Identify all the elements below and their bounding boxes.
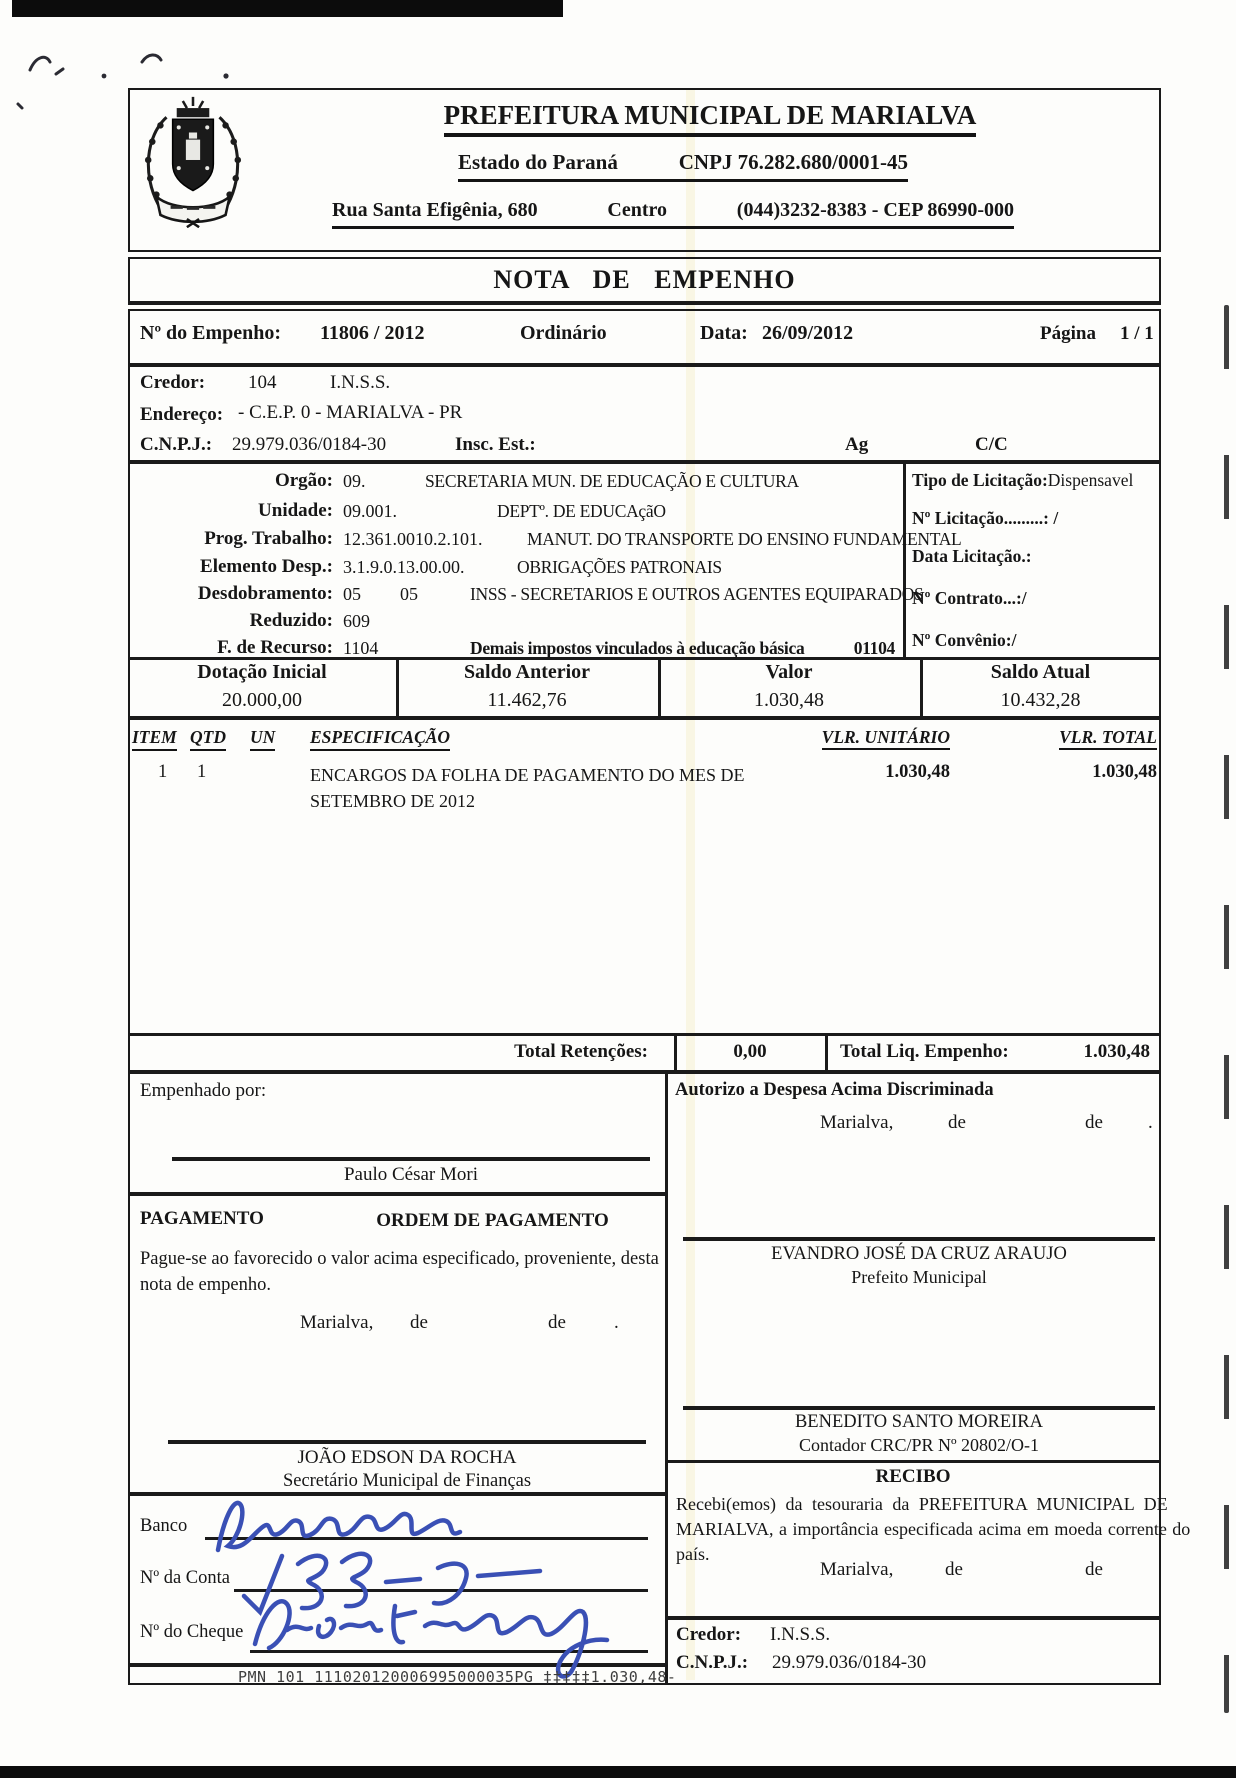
divider xyxy=(903,463,906,657)
divider xyxy=(665,1460,1161,1463)
document-title: NOTA DE EMPENHO xyxy=(493,265,796,294)
fonte-recurso-extra-code: 01104 xyxy=(853,638,895,658)
municipal-coat-of-arms-logo xyxy=(136,94,250,228)
de-label: de xyxy=(410,1312,428,1333)
recibo-text-line3: país. xyxy=(676,1544,710,1564)
recibo-heading: RECIBO xyxy=(875,1466,951,1487)
page-value: 1 / 1 xyxy=(1120,323,1154,344)
accountant-title: Contador CRC/PR Nº 20802/O-1 xyxy=(798,1435,1040,1455)
cnpj-label: C.N.P.J.: xyxy=(140,434,213,455)
fonte-recurso-name: Demais impostos vinculados à educação básica xyxy=(470,638,805,658)
divider xyxy=(128,1033,1161,1036)
pague-se-text-line1: Pague-se ao favorecido o valor acima especificado, proveniente, desta xyxy=(140,1249,659,1269)
item-especificacao: ENCARGOS DA FOLHA DE PAGAMENTO DO MES DE SETEMBRO DE 2012 xyxy=(310,765,745,811)
reduzido-label: Reduzido: xyxy=(249,610,333,631)
divider xyxy=(128,1192,665,1196)
divider xyxy=(825,1033,828,1070)
saldo-atual-header: Saldo Atual xyxy=(990,661,1091,683)
valor-value: 1.030,48 xyxy=(754,689,824,711)
empenho-number-label: Nº do Empenho: xyxy=(140,322,282,344)
divider xyxy=(128,716,1161,720)
banco-label: Banco xyxy=(140,1516,188,1536)
elemento-desp-label: Elemento Desp.: xyxy=(200,556,333,577)
divider xyxy=(128,363,1161,367)
mayor-name: EVANDRO JOSÉ DA CRUZ ARAUJO xyxy=(771,1244,1067,1264)
signature-line xyxy=(683,1406,1155,1410)
finance-secretary-name: JOÃO EDSON DA ROCHA xyxy=(297,1447,517,1468)
ag-label: Ag xyxy=(845,434,869,455)
cnpj-value: 29.979.036/0184-30 xyxy=(232,434,387,455)
city-label: Marialva, xyxy=(820,1559,894,1580)
scan-edge-bar-top xyxy=(12,0,563,17)
num-convenio-label: Nº Convênio:/ xyxy=(912,630,1017,650)
empenho-number-value: 11806 / 2012 xyxy=(320,322,425,344)
fonte-recurso-label: F. de Recurso: xyxy=(217,637,333,658)
un-col-header: UN xyxy=(250,727,275,751)
item-qtd: 1 xyxy=(197,762,207,782)
period-mark: . xyxy=(1148,1112,1153,1133)
saldo-anterior-value: 11.462,76 xyxy=(487,689,567,711)
num-contrato-label: Nº Contrato...:/ xyxy=(912,588,1027,608)
pagamento-heading: PAGAMENTO xyxy=(140,1208,264,1229)
total-retencoes-value: 0,00 xyxy=(733,1041,767,1062)
state-label: Estado do Paraná xyxy=(458,150,618,174)
desdobramento-code-1: 05 xyxy=(343,584,361,604)
unidade-code: 09.001. xyxy=(343,501,397,521)
tipo-licitacao-value: Dispensavel xyxy=(1047,470,1134,490)
recibo-cnpj-value: 29.979.036/0184-30 xyxy=(772,1652,927,1673)
conta-label: Nº da Conta xyxy=(140,1568,230,1588)
header-line-2 xyxy=(458,150,908,182)
num-licitacao-label: Nº Licitação.........: / xyxy=(912,508,1059,528)
empenho-date-value: 26/09/2012 xyxy=(762,322,854,344)
finance-secretary-title: Secretário Municipal de Finanças xyxy=(282,1471,532,1491)
divider xyxy=(665,1616,1161,1620)
item-col-header: ITEM xyxy=(132,727,177,751)
tipo-licitacao-label: Tipo de Licitação: xyxy=(912,470,1048,490)
city-label: Marialva, xyxy=(820,1112,894,1133)
prog-trabalho-name: MANUT. DO TRANSPORTE DO ENSINO FUNDAMENTAL xyxy=(527,529,962,549)
desdobramento-code-2: 05 xyxy=(400,584,418,604)
saldo-atual-value: 10.432,28 xyxy=(1000,689,1081,711)
scan-edge-dashes-right xyxy=(1224,305,1229,1713)
recibo-text-line2: MARIALVA, a importância especificada acima em moeda corrente do xyxy=(676,1519,1191,1539)
credor-label: Credor: xyxy=(140,372,206,393)
recibo-text-line1: Recebi(emos) da tesouraria da PREFEITURA MUNICIPAL DE xyxy=(676,1494,1168,1514)
credor-code: 104 xyxy=(248,372,277,393)
header-org-name-wrap xyxy=(340,100,1080,131)
recibo-credor-value: I.N.S.S. xyxy=(770,1624,831,1645)
empenhado-signer-name: Paulo César Mori xyxy=(343,1164,479,1185)
vlr-total-header-wrap xyxy=(1012,727,1157,748)
especificacao-col-header: ESPECIFICAÇÃO xyxy=(310,727,450,751)
dot-matrix-code: PMN 101 111020120006995000035PG ‡‡‡‡‡1.030,48- xyxy=(238,1668,677,1686)
insc-est-label: Insc. Est.: xyxy=(455,434,536,455)
prog-trabalho-code: 12.361.0010.2.101. xyxy=(343,529,483,549)
prog-trabalho-label: Prog. Trabalho: xyxy=(204,528,333,549)
empenhado-por-label: Empenhado por: xyxy=(140,1080,267,1101)
autorizo-heading: Autorizo a Despesa Acima Discriminada xyxy=(675,1080,994,1100)
cnpj-label: CNPJ 76.282.680/0001-45 xyxy=(678,150,908,174)
vlr-unitario-col-header: VLR. UNITÁRIO xyxy=(822,727,950,750)
divider xyxy=(128,460,1161,464)
credor-name: I.N.S.S. xyxy=(330,372,391,393)
signature-line xyxy=(683,1237,1155,1241)
address-street: Rua Santa Efigênia, 680 xyxy=(332,199,538,221)
item-vlr-total: 1.030,48 xyxy=(1092,762,1157,782)
reduzido-code: 609 xyxy=(343,611,370,631)
title-box xyxy=(128,257,1161,305)
endereco-value: - C.E.P. 0 - MARIALVA - PR xyxy=(238,402,463,423)
orgao-code: 09. xyxy=(343,471,366,491)
scan-edge-bar-bottom xyxy=(0,1766,1236,1778)
saldo-anterior-header: Saldo Anterior xyxy=(463,661,591,683)
city-label: Marialva, xyxy=(300,1312,374,1333)
dotacao-inicial-value: 20.000,00 xyxy=(222,689,302,711)
signature-line xyxy=(172,1157,650,1161)
orgao-name: SECRETARIA MUN. DE EDUCAÇÃO E CULTURA xyxy=(425,471,799,491)
total-liq-empenho-label: Total Liq. Empenho: xyxy=(840,1041,1009,1062)
mayor-title: Prefeito Municipal xyxy=(851,1267,987,1287)
endereco-label: Endereço: xyxy=(140,404,224,425)
address-district: Centro xyxy=(607,199,667,221)
empenho-kind: Ordinário xyxy=(520,322,607,344)
empenho-date-label: Data: xyxy=(700,322,748,344)
total-liq-empenho-value: 1.030,48 xyxy=(1083,1041,1150,1062)
total-retencoes-label: Total Retenções: xyxy=(514,1041,648,1062)
vlr-total-col-header: VLR. TOTAL xyxy=(1059,727,1157,750)
recibo-cnpj-label: C.N.P.J.: xyxy=(676,1652,749,1673)
header-address-line xyxy=(332,199,1014,229)
cheque-handwriting xyxy=(245,1586,645,1678)
org-name: PREFEITURA MUNICIPAL DE MARIALVA xyxy=(444,100,977,137)
de-label: de xyxy=(1085,1112,1103,1133)
item-vlr-unitario: 1.030,48 xyxy=(885,762,950,782)
unidade-name: DEPTº. DE EDUCAçãO xyxy=(497,501,666,521)
signature-line xyxy=(168,1440,646,1444)
cc-label: C/C xyxy=(975,434,1008,455)
de-label: de xyxy=(1085,1559,1103,1580)
elemento-desp-name: OBRIGAÇÕES PATRONAIS xyxy=(517,557,722,577)
dotacao-inicial-header: Dotação Inicial xyxy=(197,661,327,683)
cheque-label: Nº do Cheque xyxy=(140,1622,244,1642)
desdobramento-label: Desdobramento: xyxy=(197,583,333,604)
vlr-unitario-header-wrap xyxy=(795,727,950,748)
divider xyxy=(128,1070,1161,1074)
page-label: Página xyxy=(1040,323,1096,344)
licitacao-tipo-row xyxy=(912,470,1133,491)
fonte-recurso-code: 1104 xyxy=(343,638,379,658)
item-number: 1 xyxy=(158,762,168,782)
divider xyxy=(665,1070,668,1685)
de-label: de xyxy=(945,1559,963,1580)
desdobramento-name: INSS - SECRETARIOS E OUTROS AGENTES EQUIPARADOS xyxy=(470,584,924,604)
address-phone-cep: (044)3232-8383 - CEP 86990-000 xyxy=(736,199,1014,221)
pague-se-text-line2: nota de empenho. xyxy=(140,1275,271,1295)
recibo-credor-label: Credor: xyxy=(676,1624,742,1645)
unidade-label: Unidade: xyxy=(258,500,333,521)
de-label: de xyxy=(548,1312,566,1333)
orgao-label: Orgão: xyxy=(274,470,333,491)
ordem-pagamento-heading: ORDEM DE PAGAMENTO xyxy=(376,1210,609,1231)
accountant-name: BENEDITO SANTO MOREIRA xyxy=(794,1412,1044,1432)
data-licitacao-label: Data Licitação.: xyxy=(912,546,1032,566)
de-label: de xyxy=(948,1112,966,1133)
valor-header: Valor xyxy=(765,661,813,683)
qtd-col-header: QTD xyxy=(190,727,226,751)
elemento-desp-code: 3.1.9.0.13.00.00. xyxy=(343,557,465,577)
period-mark: . xyxy=(614,1312,619,1333)
